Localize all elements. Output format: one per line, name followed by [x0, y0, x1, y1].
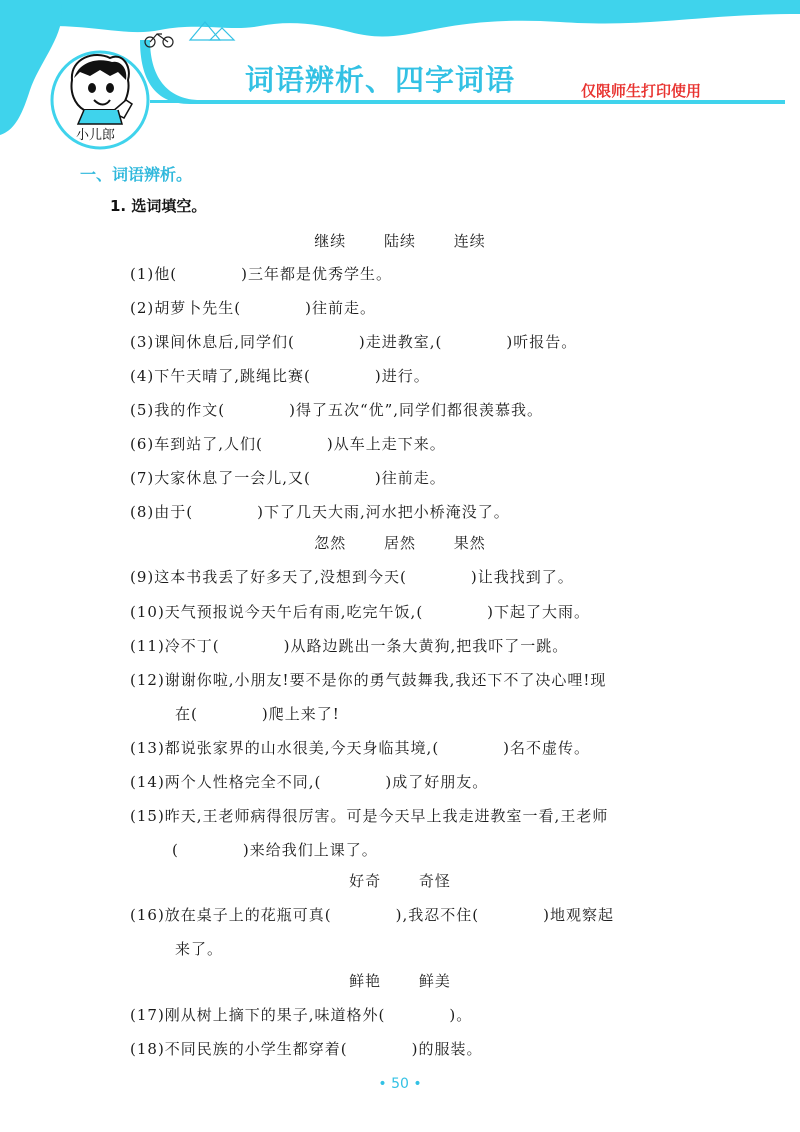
word-option: 连续: [453, 232, 486, 250]
word-option: 继续: [314, 232, 347, 250]
task-title: 1. 选词填空。: [110, 197, 207, 215]
question: (13)都说张家界的山水很美,今天身临其境,( )名不虚传。: [130, 739, 591, 757]
word-option: 好奇: [349, 872, 382, 890]
word-group: [0, 230, 800, 251]
question-continuation: 来了。: [175, 940, 224, 958]
word-group: [0, 870, 800, 891]
question: (17)刚从树上摘下的果子,味道格外( )。: [130, 1006, 473, 1024]
word-group: [0, 970, 800, 991]
word-option: 忽然: [314, 534, 347, 552]
word-option: 鲜艳: [349, 972, 382, 990]
question: (1)他( )三年都是优秀学生。: [130, 265, 392, 283]
page-header: [0, 0, 800, 150]
question: (8)由于( )下了几天大雨,河水把小桥淹没了。: [130, 503, 510, 521]
question: (16)放在桌子上的花瓶可真( ),我忍不住( )地观察起: [130, 906, 614, 924]
question: (6)车到站了,人们( )从车上走下来。: [130, 435, 446, 453]
section-heading: 一、词语辨析。: [80, 165, 193, 184]
page-title: 词语辨析、四字词语: [245, 63, 516, 97]
word-option: 鲜美: [418, 972, 451, 990]
question: (7)大家休息了一会儿,又( )往前走。: [130, 469, 446, 487]
question: (2)胡萝卜先生( )往前走。: [130, 299, 376, 317]
mascot-name: 小儿郎: [76, 128, 116, 143]
word-option: 陆续: [383, 232, 416, 250]
print-note: 仅限师生打印使用: [581, 82, 702, 100]
question: (15)昨天,王老师病得很厉害。可是今天早上我走进教室一看,王老师: [130, 807, 609, 825]
question: (9)这本书我丢了好多天了,没想到今天( )让我找到了。: [130, 568, 574, 586]
word-option: 果然: [453, 534, 486, 552]
word-group: [0, 532, 800, 553]
question: (4)下午天晴了,跳绳比赛( )进行。: [130, 367, 430, 385]
question-continuation: 在( )爬上来了!: [175, 705, 340, 723]
question-continuation: ( )来给我们上课了。: [172, 841, 378, 859]
question: (5)我的作文( )得了五次“优”,同学们都很羡慕我。: [130, 401, 544, 419]
word-option: 居然: [383, 534, 416, 552]
question: (10)天气预报说今天午后有雨,吃完午饭,( )下起了大雨。: [130, 603, 591, 621]
question: (3)课间休息后,同学们( )走进教室,( )听报告。: [130, 333, 578, 351]
word-option: 奇怪: [418, 872, 451, 890]
page-number: • 50 •: [378, 1076, 422, 1092]
question: (11)冷不丁( )从路边跳出一条大黄狗,把我吓了一跳。: [130, 637, 569, 655]
question: (18)不同民族的小学生都穿着( )的服装。: [130, 1040, 483, 1058]
question: (12)谢谢你啦,小朋友!要不是你的勇气鼓舞我,我还下不了决心哩!现: [130, 671, 607, 689]
question: (14)两个人性格完全不同,( )成了好朋友。: [130, 773, 489, 791]
